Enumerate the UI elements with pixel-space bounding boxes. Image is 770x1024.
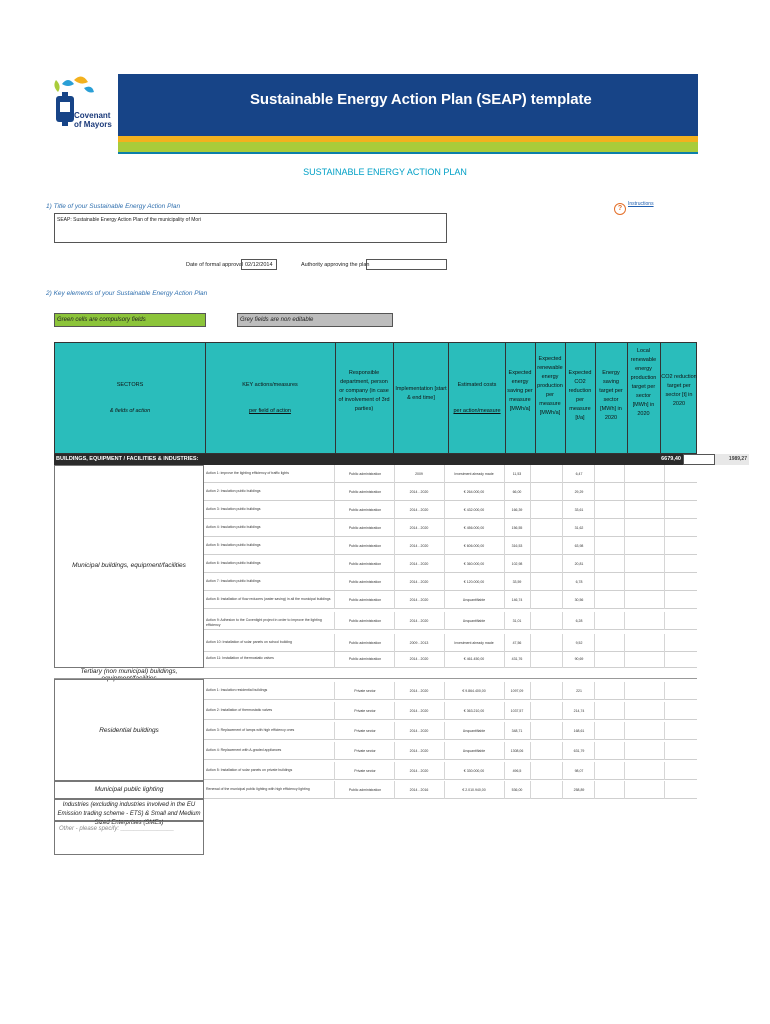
cell-energy[interactable]: 1308,06 bbox=[510, 749, 524, 753]
cell-divider bbox=[594, 483, 595, 501]
cell-divider bbox=[594, 682, 595, 700]
cell-divider bbox=[562, 537, 563, 555]
cell-energy[interactable]: 1037,57 bbox=[510, 709, 524, 713]
instructions-link[interactable]: Instructions bbox=[628, 201, 654, 207]
cell-cost[interactable]: Investment already made bbox=[454, 641, 494, 645]
cell-co2[interactable]: 9,52 bbox=[575, 641, 583, 645]
cell-cost[interactable]: € 606.000,00 bbox=[463, 544, 485, 548]
cell-divider bbox=[562, 722, 563, 740]
table-header bbox=[54, 342, 697, 454]
subsector-municipal: Municipal buildings, equipment/facilities bbox=[72, 562, 186, 569]
authority-field[interactable] bbox=[366, 259, 447, 270]
cell-divider bbox=[334, 762, 335, 780]
table-row bbox=[204, 762, 697, 780]
cell-divider bbox=[562, 591, 563, 609]
subsector-other[interactable]: Other - please specify: ________________ bbox=[54, 821, 204, 855]
header-co2-target: CO2 reduction target per sector [t] in 2020 bbox=[661, 374, 697, 407]
table-row bbox=[204, 702, 697, 720]
cell-co2[interactable]: 33,61 bbox=[574, 508, 584, 512]
header-responsible: Responsible department, person or company (in case of involvement of 3rd parties) bbox=[338, 370, 390, 412]
cell-energy[interactable]: 66,00 bbox=[512, 490, 522, 494]
cell-energy[interactable]: 47,56 bbox=[512, 641, 522, 645]
cell-divider bbox=[334, 591, 335, 609]
subsector-lighting: Municipal public lighting bbox=[94, 786, 164, 793]
cell-cost[interactable]: Investment already made bbox=[454, 472, 494, 476]
table-row bbox=[204, 573, 697, 591]
cell-action[interactable]: Action 4: Insulation public buildings bbox=[206, 525, 261, 529]
cell-impl[interactable]: 2014 - 2020 bbox=[409, 709, 429, 713]
cell-resp[interactable]: Public administration bbox=[348, 619, 382, 623]
cell-divider bbox=[624, 501, 625, 519]
cell-cost[interactable]: € 330.000,00 bbox=[463, 769, 485, 773]
cell-divider bbox=[624, 650, 625, 668]
cell-cost[interactable]: Unquantifiable bbox=[462, 598, 486, 602]
cell-divider bbox=[530, 573, 531, 591]
cell-divider bbox=[664, 537, 665, 555]
logo-mark-icon bbox=[48, 74, 116, 146]
cell-resp[interactable]: Public administration bbox=[348, 508, 382, 512]
cell-divider bbox=[594, 591, 595, 609]
cell-action[interactable]: Action 5: Installation of solar panels on private buildings bbox=[206, 768, 293, 772]
cell-impl[interactable]: 2014 - 2020 bbox=[409, 619, 429, 623]
cell-co2[interactable]: 258,89 bbox=[573, 788, 585, 792]
table-row bbox=[204, 465, 697, 483]
cell-energy[interactable]: 166,39 bbox=[511, 508, 523, 512]
cell-divider bbox=[530, 742, 531, 760]
cell-divider bbox=[334, 537, 335, 555]
help-icon[interactable]: ? bbox=[614, 203, 626, 215]
cell-cost[interactable]: € 2.010.940,00 bbox=[462, 788, 486, 792]
cell-resp[interactable]: Public administration bbox=[348, 562, 382, 566]
covenant-of-mayors-logo bbox=[48, 74, 116, 146]
header-renewable: Expected renewable energy production per measure [MWh/a] bbox=[537, 356, 563, 416]
logo-line-2: of Mayors bbox=[74, 120, 112, 129]
legend-non-editable: Grey fields are non editable bbox=[237, 313, 393, 327]
date-field[interactable]: 02/12/2014 bbox=[241, 259, 277, 270]
cell-divider bbox=[562, 762, 563, 780]
cell-divider bbox=[624, 682, 625, 700]
cell-divider bbox=[624, 591, 625, 609]
cell-divider bbox=[664, 612, 665, 630]
header-costs-per: per action/measure bbox=[453, 408, 501, 414]
cell-divider bbox=[530, 682, 531, 700]
cell-divider bbox=[562, 702, 563, 720]
cell-impl[interactable]: 2014 - 2016 bbox=[409, 788, 429, 792]
cell-divider bbox=[334, 501, 335, 519]
cell-divider bbox=[562, 501, 563, 519]
cell-divider bbox=[624, 762, 625, 780]
cell-divider bbox=[530, 762, 531, 780]
cell-energy[interactable]: 348,71 bbox=[511, 729, 523, 733]
logo-wordmark bbox=[74, 111, 112, 129]
table-row bbox=[204, 519, 697, 537]
cell-divider bbox=[562, 555, 563, 573]
cell-divider bbox=[594, 519, 595, 537]
cell-resp[interactable]: Private sector bbox=[354, 709, 376, 713]
cell-resp[interactable]: Public administration bbox=[348, 788, 382, 792]
cell-cost[interactable]: € 264.000,00 bbox=[463, 490, 485, 494]
cell-divider bbox=[334, 781, 335, 799]
header-sectors: SECTORS bbox=[116, 382, 144, 388]
cell-resp[interactable]: Private sector bbox=[354, 749, 376, 753]
cell-divider bbox=[334, 702, 335, 720]
cell-divider bbox=[334, 650, 335, 668]
table-row bbox=[204, 591, 697, 609]
cell-action[interactable]: Action 3: Insulation public buildings bbox=[206, 507, 261, 511]
cell-resp[interactable]: Private sector bbox=[354, 729, 376, 733]
header-local-renewable: Local renewable energy production target per sector [MWh] in 2020 bbox=[630, 348, 657, 417]
cell-co2[interactable]: 98,07 bbox=[574, 769, 584, 773]
cell-divider bbox=[624, 537, 625, 555]
cell-divider bbox=[334, 682, 335, 700]
subsector-tertiary: Tertiary (non municipal) buildings, bbox=[80, 668, 178, 675]
cell-divider bbox=[594, 722, 595, 740]
cell-divider bbox=[664, 650, 665, 668]
cell-divider bbox=[334, 519, 335, 537]
header-divider bbox=[335, 343, 336, 453]
cell-co2[interactable]: 63,98 bbox=[574, 544, 584, 548]
cell-action[interactable]: Action 8: Installation of flow reducers (water saving) in all the municipal buildings bbox=[206, 597, 331, 601]
header-co2: Expected CO2 reduction per measure [t/a] bbox=[568, 370, 592, 421]
cell-resp[interactable]: Public administration bbox=[348, 472, 382, 476]
cell-divider bbox=[664, 702, 665, 720]
cell-cost[interactable]: € 456.000,00 bbox=[463, 526, 485, 530]
cell-divider bbox=[624, 483, 625, 501]
cell-action[interactable]: Action 10: Installation of solar panels on school building bbox=[206, 640, 292, 644]
cell-co2[interactable]: 31,62 bbox=[574, 526, 584, 530]
cell-divider bbox=[562, 483, 563, 501]
table-row bbox=[204, 501, 697, 519]
table-row bbox=[204, 537, 697, 555]
cell-co2[interactable]: 30,56 bbox=[574, 598, 584, 602]
header-key-actions: KEY actions/measures bbox=[242, 382, 298, 388]
cell-impl[interactable]: 2009 - 2013 bbox=[409, 641, 429, 645]
cell-action[interactable]: Action 7: Insulation public buildings bbox=[206, 579, 261, 583]
cell-impl[interactable]: 2014 - 2020 bbox=[409, 544, 429, 548]
cell-divider bbox=[624, 702, 625, 720]
cell-impl[interactable]: 2014 - 2020 bbox=[409, 526, 429, 530]
cell-action[interactable]: Action 3: Replacement of lamps with high efficiency ones bbox=[206, 728, 295, 732]
cell-divider bbox=[624, 781, 625, 799]
cell-resp[interactable]: Private sector bbox=[354, 689, 376, 693]
cell-divider bbox=[664, 742, 665, 760]
cell-impl[interactable]: 2014 - 2020 bbox=[409, 769, 429, 773]
table-row bbox=[204, 650, 697, 668]
cell-divider bbox=[334, 612, 335, 630]
cell-divider bbox=[624, 555, 625, 573]
cell-divider bbox=[530, 612, 531, 630]
cell-divider bbox=[562, 612, 563, 630]
subsector-residential: Residential buildings bbox=[99, 727, 159, 734]
cell-energy[interactable]: 102,98 bbox=[511, 562, 523, 566]
cell-energy[interactable]: 536,00 bbox=[511, 788, 523, 792]
cell-cost[interactable]: € 461.450,00 bbox=[463, 657, 485, 661]
cell-co2[interactable]: 6,28 bbox=[575, 619, 583, 623]
cell-divider bbox=[562, 519, 563, 537]
cell-divider bbox=[594, 612, 595, 630]
cell-divider bbox=[594, 465, 595, 483]
cell-co2[interactable]: 214,74 bbox=[573, 709, 585, 713]
cell-cost[interactable]: € 432.000,00 bbox=[463, 508, 485, 512]
cell-co2[interactable]: 29,29 bbox=[574, 490, 584, 494]
cell-divider bbox=[624, 742, 625, 760]
table-row bbox=[204, 781, 697, 799]
cell-divider bbox=[664, 781, 665, 799]
cell-energy[interactable]: 496,5 bbox=[512, 769, 522, 773]
cell-cost[interactable]: € 363.210,00 bbox=[463, 709, 485, 713]
cell-co2[interactable]: 20,81 bbox=[574, 562, 584, 566]
cell-cost[interactable]: Unquantifiable bbox=[462, 729, 486, 733]
table-row bbox=[204, 682, 697, 700]
sector-co2-total: 1989,27 bbox=[715, 454, 749, 465]
cell-divider bbox=[530, 519, 531, 537]
cell-action[interactable]: Action 1: Insulation residential buildings bbox=[206, 688, 268, 692]
cell-impl[interactable]: 2014 - 2020 bbox=[409, 490, 429, 494]
section-2-label: 2) Key elements of your Sustainable Energy Action Plan bbox=[46, 290, 208, 297]
cell-divider bbox=[624, 573, 625, 591]
cell-divider bbox=[594, 555, 595, 573]
header-divider bbox=[205, 343, 206, 453]
cell-divider bbox=[664, 555, 665, 573]
cell-divider bbox=[624, 722, 625, 740]
authority-label: Authority approving the plan bbox=[301, 262, 370, 268]
header-implementation: Implementation [start & end time] bbox=[395, 386, 447, 401]
cell-divider bbox=[664, 483, 665, 501]
sector-row-label: BUILDINGS, EQUIPMENT / FACILITIES & INDUSTRIES: bbox=[56, 456, 199, 462]
cell-co2[interactable]: 6,78 bbox=[575, 580, 583, 584]
cell-resp[interactable]: Public administration bbox=[348, 657, 382, 661]
cell-impl[interactable]: 2014 - 2020 bbox=[409, 508, 429, 512]
cell-divider bbox=[624, 465, 625, 483]
header-fields-of-action: & fields of action bbox=[109, 408, 151, 414]
header-divider bbox=[393, 343, 394, 453]
cell-energy[interactable]: 31,01 bbox=[512, 619, 522, 623]
table-row bbox=[204, 483, 697, 501]
cell-impl[interactable]: 2009 bbox=[415, 472, 423, 476]
table-row bbox=[204, 612, 697, 630]
cell-action[interactable]: Action 2: Installation of thermostatic valves bbox=[206, 708, 273, 712]
cell-divider bbox=[594, 702, 595, 720]
cell-divider bbox=[530, 722, 531, 740]
cell-energy[interactable]: 1097,09 bbox=[510, 689, 524, 693]
cell-action[interactable]: Action 4: Replacement with A-graded appliances bbox=[206, 748, 282, 752]
table-row bbox=[204, 722, 697, 740]
cell-co2[interactable]: 631,79 bbox=[573, 749, 585, 753]
cell-divider bbox=[562, 573, 563, 591]
sector-energy-total: 6679,40 bbox=[661, 456, 681, 462]
cell-cost[interactable]: Unquantifiable bbox=[462, 619, 486, 623]
header-stripe-blue bbox=[118, 152, 698, 154]
table-row bbox=[204, 555, 697, 573]
cell-divider bbox=[594, 573, 595, 591]
cell-action[interactable]: Action 2: Insulation public buildings bbox=[206, 489, 261, 493]
cell-resp[interactable]: Public administration bbox=[348, 490, 382, 494]
cell-divider bbox=[562, 781, 563, 799]
legend-compulsory: Green cells are compulsory fields bbox=[54, 313, 206, 327]
cell-divider bbox=[664, 762, 665, 780]
header-saving-target: Energy saving target per sector [MWh] in 2020 bbox=[599, 370, 623, 421]
cell-divider bbox=[334, 742, 335, 760]
cell-action[interactable]: Action 5: Insulation public buildings bbox=[206, 543, 261, 547]
cell-divider bbox=[594, 742, 595, 760]
cell-cost[interactable]: € 120.000,00 bbox=[463, 580, 485, 584]
cell-cost[interactable]: € 9.864.400,00 bbox=[462, 689, 486, 693]
cell-divider bbox=[334, 483, 335, 501]
cell-energy[interactable]: 146,74 bbox=[511, 598, 523, 602]
logo-line-1: Covenant bbox=[74, 111, 111, 120]
cell-divider bbox=[594, 781, 595, 799]
cell-divider bbox=[594, 537, 595, 555]
cell-divider bbox=[530, 702, 531, 720]
cell-divider bbox=[594, 762, 595, 780]
cell-energy[interactable]: 33,59 bbox=[512, 580, 522, 584]
cell-energy[interactable]: 316,53 bbox=[511, 544, 523, 548]
cell-resp[interactable]: Public administration bbox=[348, 641, 382, 645]
cell-divider bbox=[624, 612, 625, 630]
cell-impl[interactable]: 2014 - 2020 bbox=[409, 562, 429, 566]
cell-co2[interactable]: 221 bbox=[576, 689, 582, 693]
cell-divider bbox=[530, 483, 531, 501]
cell-divider bbox=[562, 650, 563, 668]
header-stripe-green bbox=[118, 142, 698, 152]
cell-impl[interactable]: 2014 - 2020 bbox=[409, 598, 429, 602]
cell-divider bbox=[664, 519, 665, 537]
cell-divider bbox=[664, 501, 665, 519]
cell-resp[interactable]: Public administration bbox=[348, 544, 382, 548]
cell-impl[interactable]: 2014 - 2020 bbox=[409, 689, 429, 693]
header-divider bbox=[448, 343, 449, 453]
cell-divider bbox=[594, 650, 595, 668]
sector-renewable-field[interactable] bbox=[683, 454, 715, 465]
cell-energy[interactable]: 11,53 bbox=[512, 472, 522, 476]
cell-action[interactable]: Action 1: improve the lighting efficiency of traffic lights bbox=[206, 471, 289, 475]
cell-cost[interactable]: Unquantifiable bbox=[462, 749, 486, 753]
cell-energy[interactable]: 431,76 bbox=[511, 657, 523, 661]
cell-impl[interactable]: 2014 - 2020 bbox=[409, 580, 429, 584]
cell-resp[interactable]: Public administration bbox=[348, 526, 382, 530]
cell-action[interactable]: Action 6: Insulation public buildings bbox=[206, 561, 261, 565]
header-per-field: per field of action bbox=[249, 408, 291, 414]
cell-divider bbox=[530, 650, 531, 668]
sector-row-buildings bbox=[54, 454, 747, 465]
header-banner bbox=[118, 74, 698, 136]
cell-divider bbox=[334, 573, 335, 591]
cell-divider bbox=[530, 591, 531, 609]
cell-action[interactable]: Action 11: Installation of thermostatic valves bbox=[206, 656, 274, 660]
cell-divider bbox=[664, 465, 665, 483]
cell-divider bbox=[530, 781, 531, 799]
cell-divider bbox=[624, 519, 625, 537]
cell-divider bbox=[334, 722, 335, 740]
cell-co2[interactable]: 6,47 bbox=[575, 472, 583, 476]
cell-divider bbox=[664, 591, 665, 609]
cell-divider bbox=[334, 465, 335, 483]
cell-divider bbox=[530, 555, 531, 573]
cell-divider bbox=[664, 573, 665, 591]
page-title: Sustainable Energy Action Plan (SEAP) template bbox=[250, 91, 592, 108]
cell-divider bbox=[530, 501, 531, 519]
cell-divider bbox=[664, 682, 665, 700]
cell-divider bbox=[594, 501, 595, 519]
cell-divider bbox=[334, 555, 335, 573]
table-row bbox=[204, 742, 697, 760]
cell-divider bbox=[562, 682, 563, 700]
header-energy-saving: Expected energy saving per measure [MWh/a] bbox=[507, 370, 533, 412]
cell-impl[interactable]: 2014 - 2020 bbox=[409, 729, 429, 733]
cell-resp[interactable]: Public administration bbox=[348, 598, 382, 602]
cell-resp[interactable]: Private sector bbox=[354, 769, 376, 773]
date-label: Date of formal approval bbox=[186, 262, 244, 268]
cell-divider bbox=[562, 465, 563, 483]
plan-heading: SUSTAINABLE ENERGY ACTION PLAN bbox=[303, 167, 467, 177]
cell-divider bbox=[530, 537, 531, 555]
cell-action[interactable]: Renewal of the municipal public lighting with high efficiency lighting bbox=[206, 787, 310, 791]
cell-divider bbox=[530, 465, 531, 483]
cell-cost[interactable]: € 360.000,00 bbox=[463, 562, 485, 566]
header-costs: Estimated costs bbox=[457, 382, 497, 388]
section-1-label: 1) Title of your Sustainable Energy Action Plan bbox=[46, 203, 181, 210]
plan-title-field[interactable]: SEAP: Sustainable Energy Action Plan of the municipality of Mori bbox=[54, 213, 447, 243]
cell-energy[interactable]: 156,55 bbox=[511, 526, 523, 530]
cell-co2[interactable]: 168,61 bbox=[573, 729, 585, 733]
cell-impl[interactable]: 2014 - 2020 bbox=[409, 657, 429, 661]
cell-impl[interactable]: 2014 - 2020 bbox=[409, 749, 429, 753]
cell-action[interactable]: Action 9: Adhesion to the Covenlight project in order to improve the lighting efficiency bbox=[206, 618, 322, 627]
cell-divider bbox=[562, 742, 563, 760]
cell-divider bbox=[664, 722, 665, 740]
cell-co2[interactable]: 90,69 bbox=[574, 657, 584, 661]
cell-resp[interactable]: Public administration bbox=[348, 580, 382, 584]
subsector-industries: Industries (excluding industries involved in the EU Emission trading scheme - ETS) & Small and Medium Sized Enterprises (SMEs) bbox=[54, 799, 204, 821]
